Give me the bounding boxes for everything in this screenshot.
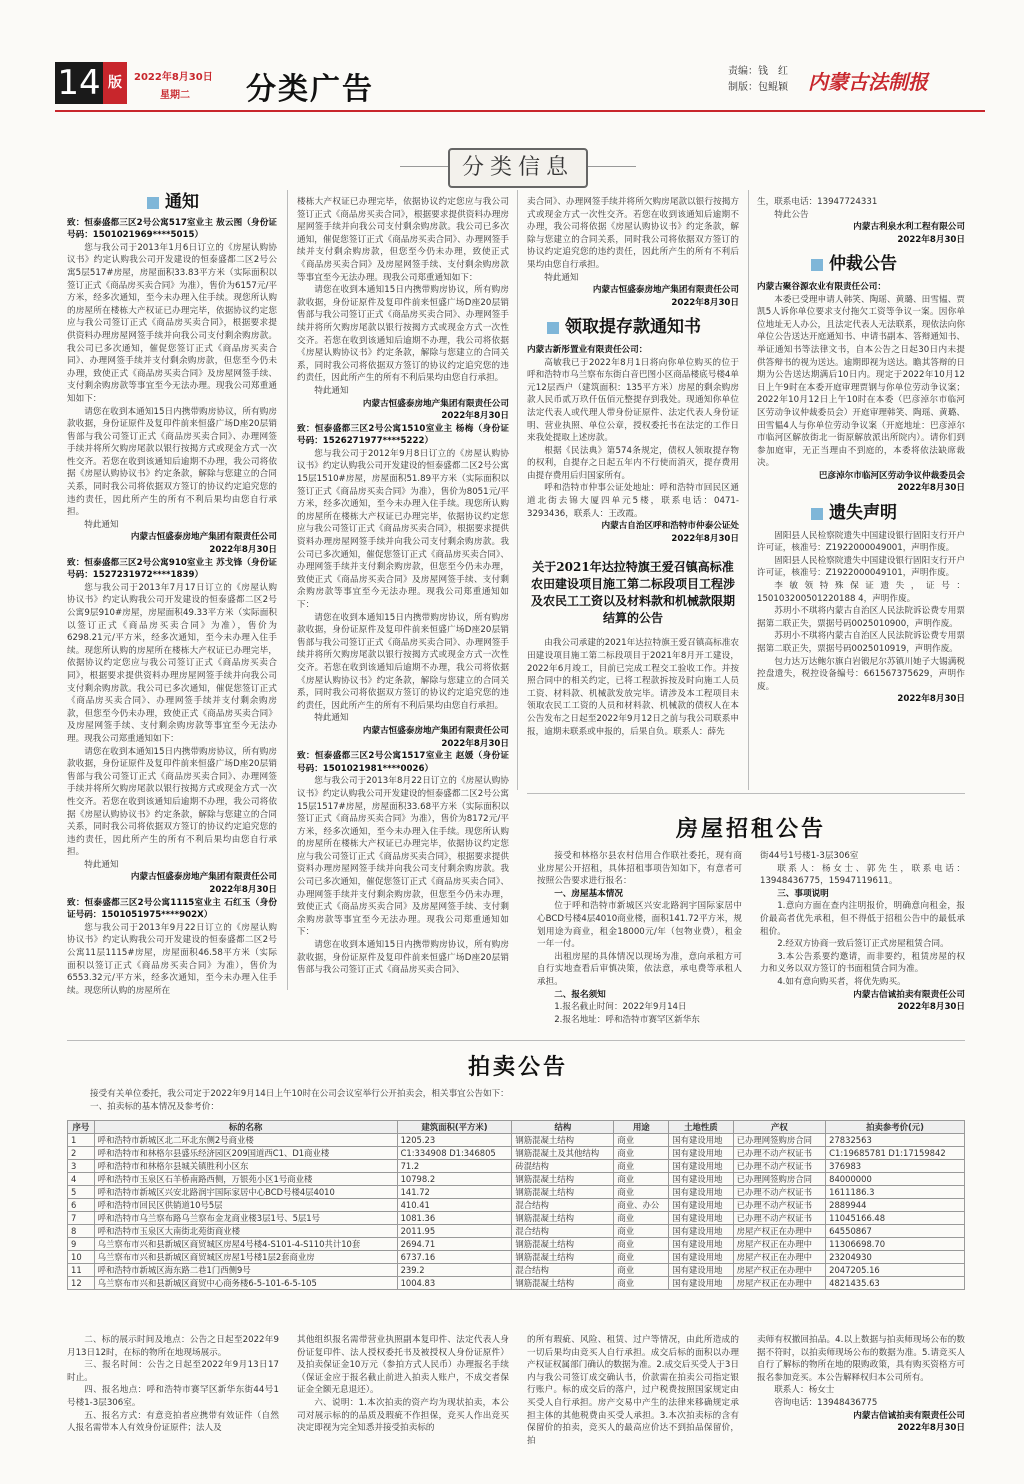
notice-body: 卖合同》、办理网签手续并将所欠购房尾款以银行按揭方式或现金方式一次性交齐。若您在收到该通知后逾期不办理，我公司将依据《房屋认购协议书》约定条款，解除与您建立的合同关系，同时我公司将依据双方签订的协议约定追究您的违约责任，因此所产生的所有不利后果均由您自行承担。 xyxy=(527,197,739,270)
settlement-notice-body: 由我公司承建的2021年达拉特旗王爱召镇高标准农田建设项目施工第二标段项目于2021年8月开工建设，2022年6月竣工，目前已完成工程交工验收工作。并按照合同中的相关约定，已将工程款拆按及时向施工人员工资、材料款、机械款发放完毕。请涉及本工程项目未领取农民工工资的人员和材料款、机械款的债权人在本公告发布之日起至2022年9月12日之前与我公司联系申报，逾期未联系或申报的，后果自负。联系人：薛先 xyxy=(527,638,739,737)
table-cell: 钢筋混凝土及其他结构 xyxy=(512,1147,614,1160)
rental-signature: 内蒙古信诚拍卖有限责任公司 xyxy=(853,989,965,1000)
table-cell: 11 xyxy=(68,1264,95,1277)
table-cell: 商业 xyxy=(614,1251,669,1264)
notice-closing: 特此通知 xyxy=(314,385,349,396)
section-rule xyxy=(67,1040,965,1041)
table-cell: 11306698.70 xyxy=(826,1238,965,1251)
table-cell: 商业 xyxy=(614,1212,669,1225)
table-cell: 国有建设用地 xyxy=(669,1212,733,1225)
deposit-recipient: 内蒙古新彤置业有限责任公司： xyxy=(527,344,648,355)
rental-note: 1.意向方面在查内注明报价，明确意向租金，报价最高者优先承租，但不得低于招租公告中的最低承租价。 xyxy=(760,901,965,937)
table-header-row xyxy=(68,1121,965,1134)
table-cell: 房屋产权正在办理中 xyxy=(733,1251,826,1264)
auction-signature: 内蒙古信诚拍卖有限责任公司 xyxy=(853,1410,965,1421)
table-cell: 已办理不动产权证书 xyxy=(733,1199,826,1212)
rental-note: 3.本公告系要约邀请，而非要约，租赁房屋的权力和义务以双方签订的书面租赁合同为准。 xyxy=(760,951,965,975)
notice-signature: 内蒙古恒盛泰房地产集团有限责任公司 xyxy=(130,532,277,543)
rental-note: 2.经双方协商一致后签订正式房屋租赁合同。 xyxy=(777,939,949,950)
table-cell: 钢筋混凝土结构 xyxy=(512,1238,614,1251)
table-cell: 商业 xyxy=(614,1186,669,1199)
table-header-cell: 土地性质 xyxy=(669,1121,733,1134)
auction-term: 的所有瑕疵、风险、租赁、过户等情况，由此所造成的一切后果均由竞买人自行承担。成交后标的面积以办理产权证权属部门确认的数据为准。2.成交后买受人于3日内与我公司签订成交确认书，价款需在拍卖公司指定银行账户。标的成交后的落户，过户税费按照国家规定由买受人自行承担。房产交易中产生的法律来移确规定承担主体的其他税费由买受人承担。3.本次拍卖标的含有保留价的拍卖，竞买人的最高应价达不到拍品保留价，拍 xyxy=(527,1335,739,1446)
deposit-notice-heading: 领取提存款通知书 xyxy=(547,321,739,334)
notice-requirement: 请您在收到本通知15日内携带购房协议，所有购房款收据，身份证原件及复印件前来恒盛广场D座20层销售部与我公司签订正式《商品房买卖合同》、办理网签手续并将所欠购房尾款以银行按揭方式或现金方式一次性交齐。若您在收到该通知后逾期不办理，我公司将依据《房屋认购协议书》约定条款，解除与您建立的合同关系，同时我公司将依据双方签订的协议约定追究您的违约责任，因此所产生的所有不利后果均由您自行承担。 xyxy=(297,285,509,384)
table-cell: 84000000 xyxy=(826,1173,965,1186)
notice-signature: 内蒙古利泉水利工程有限公司 xyxy=(853,222,965,233)
table-row xyxy=(68,1277,965,1290)
table-header-cell: 序号 xyxy=(68,1121,95,1134)
auction-footer-col-1 xyxy=(67,1334,279,1435)
auction-term: 五、报名方式：有意竞拍者应携带有效证件（自然人报名需带本人有效身份证原件；法人及 xyxy=(67,1410,279,1434)
rental-intro: 接受和林格尔县农村信用合作联社委托，现有商业房屋公开招租，具体招租事项告知如下，有意者可按照公告要求进行报名： xyxy=(537,851,742,887)
issue-date: 2022年8月30日 xyxy=(134,72,213,83)
table-cell: 11045166.48 xyxy=(826,1212,965,1225)
rental-notice-title: 房屋招租公告 xyxy=(676,816,827,842)
settlement-notice-title: 关于2021年达拉特旗王爱召镇高标准农田建设项目施工第二标段项目工程涉及农民工工资以及材料款和机械款限期结算的公告 xyxy=(530,560,735,626)
notice-signature: 内蒙古恒盛泰房地产集团有限责任公司 xyxy=(592,285,739,296)
table-cell: 国有建设用地 xyxy=(669,1186,733,1199)
arbitration-recipient: 内蒙古聚谷源农业有限责任公司： xyxy=(757,281,886,292)
auction-date: 2022年8月30日 xyxy=(897,1423,965,1434)
table-cell: 乌兰察布市兴和县新城区商贸城区房屋1号楼1层2套商业房 xyxy=(94,1251,397,1264)
auction-term: 三、报名时间：公告之日起至2022年9月13日17时止。 xyxy=(67,1360,279,1383)
table-cell: 1081.36 xyxy=(397,1212,512,1225)
table-header-cell: 拍卖参考价(元) xyxy=(826,1121,965,1134)
table-cell: 已办理不动产权证书 xyxy=(733,1212,826,1225)
table-cell: 23204930 xyxy=(826,1251,965,1264)
table-header-cell: 结构 xyxy=(512,1121,614,1134)
notice-column-4 xyxy=(757,196,965,706)
table-cell: 239.2 xyxy=(397,1264,512,1277)
notice-recipient: 致：恒泰盛都三区2号公寓1510室业主 杨梅（身份证号码：1526271977****5222） xyxy=(297,423,509,447)
table-cell: 已办理不动产权证书 xyxy=(733,1186,826,1199)
rental-deadline: 1.报名截止时间：2022年9月14日 xyxy=(554,1002,687,1013)
table-cell: 房屋产权正在办理中 xyxy=(733,1277,826,1290)
square-icon xyxy=(547,322,559,334)
producer-name: 制版：包鲲颖 xyxy=(728,82,788,93)
notice-closing: 特此通知 xyxy=(84,859,119,870)
notice-heading: 通知 xyxy=(147,196,277,209)
table-cell: 1 xyxy=(68,1134,95,1147)
deposit-body-legal: 根据《民法典》第574条规定，债权人领取提存物的权利，自提存之日起五年内不行使而消灭，提存费用由提存费用后归国家所有。 xyxy=(527,445,739,481)
table-cell: 国有建设用地 xyxy=(669,1173,733,1186)
auction-term: 卖师有权撤回拍品。4.以上数据与拍卖师现场公布的数据不符时，以拍卖师现场公布的数据为准。5.请竞买人自行了解标的物所在地的限购政策，具有购买资格方可报名参加竞买。本公告解释权归本公司所有。 xyxy=(757,1335,965,1383)
table-cell: 4 xyxy=(68,1173,95,1186)
notice-closing: 特此通知 xyxy=(314,713,349,724)
table-row xyxy=(68,1251,965,1264)
auction-term: 四、报名地点：呼和浩特市赛罕区新华东街44号1号楼1-3层306室。 xyxy=(67,1385,279,1408)
lost-item: 固阳县人民检察院遗失中国建设银行固阳支行开户许可证，核准号：Z1922000049101，声明作废。 xyxy=(757,555,965,579)
table-row xyxy=(68,1264,965,1277)
lost-item: 苏玥小不琪将内蒙古自治区人民法院诉讼费专用票据第二联正失，票据号码0025010900，声明作废。 xyxy=(757,606,965,629)
notice-recipient: 致：恒泰盛都三区2号公寓1115室业主 石红玉（身份证号码：1501051975****902X） xyxy=(67,897,277,921)
table-row xyxy=(68,1173,965,1186)
table-cell: 1004.83 xyxy=(397,1277,512,1290)
table-header-cell: 产权 xyxy=(733,1121,826,1134)
square-icon xyxy=(811,508,823,520)
notice-column-3 xyxy=(527,196,739,738)
rental-property-info: 位于呼和浩特市新城区兴安北路润宇国际家居中心BCD号楼4层4010商业楼，面积141.72平方米，规划用途为商业，租金18000元/年（包物业费），租金一年一付。 xyxy=(537,901,742,950)
header-rule xyxy=(55,110,985,112)
table-header-cell: 标的名称 xyxy=(94,1121,397,1134)
lost-item: 李敏领特殊保证遗失，证号：150103200501220188 4，声明作废。 xyxy=(757,581,965,604)
page-number: 14 xyxy=(55,62,103,104)
table-cell: 国有建设用地 xyxy=(669,1238,733,1251)
table-cell: 钢筋混凝土结构 xyxy=(512,1212,614,1225)
notice-column-1 xyxy=(67,192,277,997)
arbitration-date: 2022年8月30日 xyxy=(897,483,965,494)
table-cell: 10 xyxy=(68,1251,95,1264)
table-cell: 5 xyxy=(68,1186,95,1199)
table-cell: 呼和浩特市新城区兴安北路润宇国际家居中心BCD号楼4层4010 xyxy=(94,1186,397,1199)
table-cell: 71.2 xyxy=(397,1160,512,1173)
notice-recipient: 致：恒泰盛都三区2号公寓517室业主 敖云图（身份证号码：1501021969****5015） xyxy=(67,217,277,241)
notice-closing: 特此通知 xyxy=(544,272,579,283)
table-row xyxy=(68,1160,965,1173)
notice-body: 楼栋大产权证已办理完毕，依据协议约定您应与我公司签订正式《商品房买卖合同》，根据要求提供资料办理房屋网签手续并向我公司支付剩余购房款。我公司已多次通知，催促您签订正式《商品房买卖合同》、办理网签手续并支付剩余购房款，但您至今仍未办理，致使正式《商品房买卖合同》及房屋网签手续、支付剩余购房款等事宜至今无法办理。现我公司郑重通知如下： xyxy=(297,197,509,283)
table-row xyxy=(68,1186,965,1199)
table-cell: 房屋产权正在办理中 xyxy=(733,1238,826,1251)
table-cell: 房屋产权正在办理中 xyxy=(733,1225,826,1238)
table-cell: 混合结构 xyxy=(512,1225,614,1238)
table-header-cell: 用途 xyxy=(614,1121,669,1134)
deposit-body: 高敏我已于2022年8月1日将向你单位购买的位于呼和浩特市乌兰察布东街白音巴图小区商品楼底号楼4单元12层西户（建筑面积：135平方米）房屋的剩余购房款人民币贰万玖仟伍佰元整提存到我处。现通知你单位法定代表人或代理人带身份证原件、法定代表人身份证明、营业执照、单位公章，授权委托书在法定的工作日来我处提取上述房款。 xyxy=(527,357,739,444)
table-cell: 已办理网签购房合同 xyxy=(733,1134,826,1147)
notice-requirement: 请您在收到本通知15日内携带购房协议，所有购房款收据，身份证原件及复印件前来恒盛广场D座20层销售部与我公司签订正式《商品房买卖合同》、办理网签手续并将所欠购房尾款以银行按揭方式或现金方式一次性交齐。若您在收到该通知后逾期不办理，我公司将依据《房屋认购协议书》约定条款，解除与您建立的合同关系，同时我公司将依据双方签订的协议约定追究您的违约责任，因此所产生的所有不利后果均由您自行承担。 xyxy=(67,406,277,518)
editor-credits xyxy=(728,64,788,96)
rental-address-cont: 街44号1号楼1-3层306室 xyxy=(760,851,859,861)
column-divider xyxy=(748,190,749,790)
table-cell: 1205.23 xyxy=(397,1134,512,1147)
table-cell: 2047205.16 xyxy=(826,1264,965,1277)
auction-phone: 咨询电话：13948436775 xyxy=(774,1397,878,1408)
auction-contact: 联系人：杨女士 xyxy=(774,1385,835,1396)
table-cell: 国有建设用地 xyxy=(669,1277,733,1290)
section-rule xyxy=(527,793,965,794)
notice-column-2 xyxy=(297,196,509,977)
table-row xyxy=(68,1212,965,1225)
table-cell: 呼和浩特市和林格尔县城关镇胜利小区东 xyxy=(94,1160,397,1173)
table-cell: 国有建设用地 xyxy=(669,1251,733,1264)
table-cell: 乌兰察布市兴和县新城区商贸城区房屋4号楼4-S101-4-S110共计10套 xyxy=(94,1238,397,1251)
table-body xyxy=(68,1134,965,1290)
table-cell: 10798.2 xyxy=(397,1173,512,1186)
rental-contact: 联系人：杨女士、郭先生，联系电话：13948436775，15947119611。 xyxy=(760,863,965,887)
table-cell: 141.72 xyxy=(397,1186,512,1199)
table-cell: 9 xyxy=(68,1238,95,1251)
banner-title: 分类信息 xyxy=(448,148,588,188)
table-cell: 砖混结构 xyxy=(512,1160,614,1173)
square-icon xyxy=(811,259,823,271)
table-cell: 已办理不动产权证书 xyxy=(733,1160,826,1173)
lost-statement-date: 2022年8月30日 xyxy=(897,694,965,705)
arbitration-body: 本委已受理申请人韩笑、陶瑶、黄璐、田雪韫、贾凯5人诉你单位要求支付拖欠工资等争议一案。因你单位地址无人办公，且法定代表人无法联系，现依法向你单位公告送达开庭通知书、申请书副本、答辩通知书、举证通知书等法律文书，自本公告之日起30日内未提供答辩书的视为送达。逾期即视为送达。瞻其答辩的日期为公告送达期满后10日内。现定于2022年10月12日上午9时在本委开庭审理贾钢与你单位劳动争议案；2022年10月12日上午10时在本委（巴彦淖尔市临河区劳动争议仲裁委员会）开庭审理韩笑、陶瑶、黄璐、田雪韫4人与你单位劳动争议案（开庭地址：巴彦淖尔市临河区解放街北一街原解放派出所院内）。请你们到参加庭审，无正当理由不到庭的，本委将依法缺席裁决。 xyxy=(757,294,965,469)
notice-recipient: 致：恒泰盛都三区2号公寓1517室业主 赵媛（身份证号码：1501021981****0026） xyxy=(297,751,509,774)
table-cell: 混合结构 xyxy=(512,1199,614,1212)
table-cell: 商业 xyxy=(614,1277,669,1290)
table-cell: 呼和浩特市回民区供销道10号5层 xyxy=(94,1199,397,1212)
square-icon xyxy=(147,197,159,209)
table-cell: 8 xyxy=(68,1225,95,1238)
notice-body: 您与我公司于2013年1月6日订立的《房屋认购协议书》约定认购我公司开发建设的恒泰盛都二区2号公寓5层517#房屋，房屋面积33.83平方米（实际面积以签订正式《商品房买卖合同》为准），售价为6157元/平方米，经多次通知，至今未办理入住手续。现您所认购的房屋所在楼栋大产权证已办理完毕，依据协议约定您应与我公司签订正式《商品房买卖合同》，根据要求提供资料办理房屋网签手续并向我公司支付剩余购房款。我公司已多次通知，催促您签订正式《商品房买卖合同》、办理网签手续并支付剩余购房款，但您至今仍未办理，致使正式《商品房买卖合同》及房屋网签手续、支付剩余购房款等事宜至今无法办理。现我公司郑重通知如下： xyxy=(67,242,277,404)
auction-footer-col-3 xyxy=(527,1334,739,1447)
table-cell: 混合结构 xyxy=(512,1264,614,1277)
auction-term: 二、标的展示时间及地点：公告之日起至2022年9月13日12时，在标的物所在地现场展示。 xyxy=(67,1335,279,1358)
page-ban-label: 版 xyxy=(103,62,127,104)
banner-rule-right xyxy=(588,166,636,167)
table-cell: 国有建设用地 xyxy=(669,1199,733,1212)
table-cell: 呼和浩特市玉泉区大南街北苑街商业楼 xyxy=(94,1225,397,1238)
table-cell: 已办理不动产权证书 xyxy=(733,1147,826,1160)
table-cell: 1611186.3 xyxy=(826,1186,965,1199)
table-cell: 2 xyxy=(68,1147,95,1160)
column-divider xyxy=(287,190,288,990)
table-cell: 商业 xyxy=(614,1173,669,1186)
notice-signature: 内蒙古恒盛泰房地产集团有限责任公司 xyxy=(362,398,509,409)
table-cell: 国有建设用地 xyxy=(669,1225,733,1238)
table-cell: 商业 xyxy=(614,1225,669,1238)
table-cell: 钢筋混凝土结构 xyxy=(512,1186,614,1199)
table-cell: 7 xyxy=(68,1212,95,1225)
auction-footer-col-2 xyxy=(297,1334,509,1435)
auction-intro-block xyxy=(90,1088,960,1113)
arbitration-signature: 巴彦淖尔市临河区劳动争议仲裁委员会 xyxy=(818,470,965,481)
table-cell: 已办理网签购房合同 xyxy=(733,1173,826,1186)
table-cell: 国有建设用地 xyxy=(669,1264,733,1277)
notice-closing: 特此公告 xyxy=(774,209,809,220)
rental-notice-left xyxy=(537,850,742,1026)
deposit-signature: 内蒙古自治区呼和浩特市仲泰公证处 xyxy=(601,521,739,532)
column-divider xyxy=(517,190,518,790)
table-cell: 64550867 xyxy=(826,1225,965,1238)
table-header-cell: 建筑面积(平方米) xyxy=(397,1121,512,1134)
deposit-date: 2022年8月30日 xyxy=(671,533,739,544)
table-row xyxy=(68,1134,965,1147)
notice-date: 2022年8月30日 xyxy=(441,738,509,749)
issue-weekday: 星期二 xyxy=(160,90,190,101)
rental-date: 2022年8月30日 xyxy=(897,1002,965,1013)
rental-section-heading: 三、事项说明 xyxy=(777,888,829,899)
rental-section-heading: 二、报名须知 xyxy=(554,989,606,1000)
table-cell: 呼和浩特市新城区海东路二巷1门西侧9号 xyxy=(94,1264,397,1277)
table-cell: 商业 xyxy=(614,1264,669,1277)
table-cell: 国有建设用地 xyxy=(669,1147,733,1160)
table-cell: 钢筋混凝土结构 xyxy=(512,1277,614,1290)
table-cell: 2889944 xyxy=(826,1199,965,1212)
table-cell: 4821435.63 xyxy=(826,1277,965,1290)
rental-notice-right xyxy=(760,850,965,1014)
notice-requirement: 请您在收到本通知15日内携带购房协议，所有购房款收据，身份证原件及复印件前来恒盛广场D座20层销售部与我公司签订正式《商品房买卖合同》、办理网签手续并将所欠购房尾款以银行按揭方式或现金方式一次性交齐。若您在收到该通知后逾期不办理，我公司将依据《房屋认购协议书》约定条款，解除与您建立的合同关系，同时我公司将依据双方签订的协议约定追究您的违约责任，因此所产生的所有不利后果均由您自行承担。 xyxy=(67,746,277,858)
auction-table-wrap xyxy=(67,1120,965,1290)
notice-date: 2022年8月30日 xyxy=(209,885,277,896)
auction-footer-col-4 xyxy=(757,1334,965,1435)
notice-recipient: 致：恒泰盛都三区2号公寓910室业主 苏戈锋（身份证号码：1527231972****1839） xyxy=(67,557,277,581)
notice-signature: 内蒙古恒盛泰房地产集团有限责任公司 xyxy=(362,725,509,736)
table-cell: 呼和浩特市玉泉区石羊桥南路西侧，万银苑小区1号商业楼 xyxy=(94,1173,397,1186)
auction-table xyxy=(67,1120,965,1290)
notice-signature: 内蒙古恒盛泰房地产集团有限责任公司 xyxy=(130,872,277,883)
rental-section-heading: 一、房屋基本情况 xyxy=(554,888,623,899)
auction-term: 六、说明：1.本次拍卖的资产均为现状拍卖，本公司对展示标的的品质及瑕疵不作担保，竞买人作出竞买决定即视为完全知悉并接受拍卖标的 xyxy=(297,1397,509,1434)
auction-title: 拍卖公告 xyxy=(468,1054,569,1080)
table-cell: 商业、办公 xyxy=(614,1199,669,1212)
table-cell: C1:334908 D1:346805 xyxy=(397,1147,512,1160)
table-cell: 商业 xyxy=(614,1238,669,1251)
lost-item: 固阳县人民检察院遗失中国建设银行固阳支行开户许可证，核准号：Z1922000049001，声明作废。 xyxy=(757,530,965,554)
table-cell: C1:19685781 D1:17159842 xyxy=(826,1147,965,1160)
arbitration-heading: 仲裁公告 xyxy=(811,258,965,271)
deposit-address: 呼和浩特市仲事公证处地址：呼和浩特市回民区通道北街去锦大厦四单元5楼，联系电话：0471-3293436，联系人：王改霞。 xyxy=(527,483,739,519)
table-cell: 呼和浩特市乌兰察布路乌兰察布金龙商业楼3层1号、5层1号 xyxy=(94,1212,397,1225)
notice-body: 您与我公司于2013年8月22日订立的《房屋认购协议书》约定认购我公司开发建设的恒泰盛都二区2号公寓15层1517#房屋，房屋面积33.68平方米（实际面积以签订正式《商品房买卖合同》为准），售价为8172元/平方米，经多次通知，至今未办理入住手续。现您所认购的房屋所在楼栋大产权证已办理完毕，依据协议约定您应与我公司签订正式《商品房买卖合同》，根据要求提供资料办理房屋网签手续并向我公司支付剩余购房款。我公司已多次通知，催促您签订正式《商品房买卖合同》、办理网签手续并支付剩余购房款，但您至今仍未办理，致使正式《商品房买卖合同》及房屋网签手续、支付剩余购房款等事宜至今无法办理。现我公司郑重通知如下： xyxy=(297,776,509,938)
table-cell: 6737.16 xyxy=(397,1251,512,1264)
lost-item: 苏玥小不琪将内蒙古自治区人民法院诉讼费专用票据第二联正失，票据号码0025010919，声明作废。 xyxy=(757,631,965,654)
notice-body: 您与我公司于2012年9月8日订立的《房屋认购协议书》约定认购我公司开发建设的恒泰盛都二区2号公寓15层1510#房屋，房屋面积51.89平方米（实际面积以签订正式《商品房买卖合同》为准），售价为8051元/平方米，经多次通知，至今未办理入住手续。现您所认购的房屋所在楼栋大产权证已办理完毕，依据协议约定您应与我公司签订正式《商品房买卖合同》，根据要求提供资料办理房屋网签手续并向我公司支付剩余购房款。我公司已多次通知，催促您签订正式《商品房买卖合同》、办理网签手续并支付剩余购房款，但您至今仍未办理，致使正式《商品房买卖合同》及房屋网签手续、支付剩余购房款等事宜至今无法办理。现我公司郑重通知如下： xyxy=(297,448,509,610)
table-cell: 钢筋混凝土结构 xyxy=(512,1173,614,1186)
table-row xyxy=(68,1199,965,1212)
table-row xyxy=(68,1147,965,1160)
table-cell: 呼和浩特市和林格尔县盛乐经济园区209国道西C1、D1商业楼 xyxy=(94,1147,397,1160)
lost-item: 包力达万达鲍尔旗白岩锻尼尔苏镇川她子大锡满税控盘遗失，税控设备编号：661567375629，声明作废。 xyxy=(757,656,965,692)
table-cell: 乌兰察布市兴和县新城区商贸中心商务楼6-5-101-6-5-105 xyxy=(94,1277,397,1290)
table-cell: 商业 xyxy=(614,1134,669,1147)
table-cell: 国有建设用地 xyxy=(669,1134,733,1147)
table-cell: 商业 xyxy=(614,1160,669,1173)
newspaper-logo: 内蒙古法制报 xyxy=(808,70,928,94)
table-cell: 钢筋混凝土结构 xyxy=(512,1134,614,1147)
table-cell: 27832563 xyxy=(826,1134,965,1147)
rental-property-note: 出租房屋的具体情况以现场为准，意向承租方可自行实地查看后审慎决策，依法意，承电费等承租人承担。 xyxy=(537,951,742,987)
table-cell: 3 xyxy=(68,1160,95,1173)
notice-body: 您与我公司于2013年7月17日订立的《房屋认购协议书》约定认购我公司开发建设的恒泰盛都二区2号公寓9层910#房屋，房屋面积49.33平方米（实际面积以签订正式《商品房买卖合同》为准），售价为6298.21元/平方米，经多次通知，至今未办理入住手续。现您所认购的房屋所在楼栋大产权证已办理完毕，依据协议约定您应与我公司签订正式《商品房买卖合同》，根据要求提供资料办理房屋网签手续并向我公司支付剩余购房款。我公司已多次通知，催促您签订正式《商品房买卖合同》、办理网签手续并支付剩余购房款，但您至今仍未办理，致使正式《商品房买卖合同》及房屋网签手续、支付剩余购房款等事宜至今无法办理。现我公司郑重通知如下： xyxy=(67,582,277,744)
notice-date: 2022年8月30日 xyxy=(441,411,509,422)
notice-date: 2022年8月30日 xyxy=(897,234,965,245)
table-cell: 376983 xyxy=(826,1160,965,1173)
auction-subheading: 一、拍卖标的基本情况及参考价： xyxy=(90,1101,219,1112)
table-row xyxy=(68,1238,965,1251)
table-cell: 房屋产权正在办理中 xyxy=(733,1264,826,1277)
editor-name: 责编：钱 红 xyxy=(728,66,788,77)
table-cell: 钢筋混凝土结构 xyxy=(512,1251,614,1264)
banner-rule-left xyxy=(400,166,448,167)
table-cell: 410.41 xyxy=(397,1199,512,1212)
table-cell: 商业 xyxy=(614,1147,669,1160)
table-cell: 呼和浩特市新城区北二环北东侧2号商业楼 xyxy=(94,1134,397,1147)
notice-requirement: 请您在收到本通知15日内携带购房协议，所有购房款收据，身份证原件及复印件前来恒盛广场D座20层销售部与我公司签订正式《商品房买卖合同》、办理网签手续并将所欠购房尾款以银行按揭方式或现金方式一次性交齐。若您在收到该通知后逾期不办理，我公司将依据《房屋认购协议书》约定条款，解除与您建立的合同关系，同时我公司将依据双方签订的协议约定追究您的违约责任，因此所产生的所有不利后果均由您自行承担。 xyxy=(297,612,509,711)
auction-term: 其他组织报名需带营业执照副本复印件、法定代表人身份证复印件、法人授权委托书及被授权人身份证原件）及拍卖保证金10万元（参拍方式人民币）办理报名手续（保证金应于报名截止前进入拍卖人账户，不成交者保证金全额无息退还）。 xyxy=(297,1335,509,1396)
table-row xyxy=(68,1225,965,1238)
section-title: 分类广告 xyxy=(246,72,374,107)
table-cell: 6 xyxy=(68,1199,95,1212)
table-cell: 国有建设用地 xyxy=(669,1160,733,1173)
table-cell: 12 xyxy=(68,1277,95,1290)
contact-phone: 生，联系电话：13947724331 xyxy=(757,197,878,207)
rental-address: 2.报名地址：呼和浩特市赛罕区新华东 xyxy=(554,1014,700,1025)
table-cell: 2011.95 xyxy=(397,1225,512,1238)
notice-closing: 特此通知 xyxy=(84,519,119,530)
table-cell: 2694.71 xyxy=(397,1238,512,1251)
notice-date: 2022年8月30日 xyxy=(671,297,739,308)
lost-statement-heading: 遗失声明 xyxy=(811,507,965,520)
notice-date: 2022年8月30日 xyxy=(209,545,277,556)
rental-note: 4.如有意向购买者，将优先购买。 xyxy=(777,976,906,987)
notice-requirement: 请您在收到本通知15日内携带购房协议，所有购房款收据，身份证原件及复印件前来恒盛广场D座20层销售部与我公司签订正式《商品房买卖合同》、 xyxy=(297,940,509,976)
notice-body: 您与我公司于2013年9月22日订立的《房屋认购协议书》约定认购我公司开发建设的恒泰盛都二区2号公寓11层1115#房屋，房屋面积46.58平方米（实际面积以签订正式《商品房买卖合同》为准），售价为6553.32元/平方米，经多次通知，至今未办理入住手续。现您所认购的房屋所在 xyxy=(67,922,277,996)
auction-intro: 接受有关单位委托，我公司定于2022年9月14日上午10时在公司会议室举行公开拍卖会，相关事宜公告如下： xyxy=(90,1089,509,1099)
